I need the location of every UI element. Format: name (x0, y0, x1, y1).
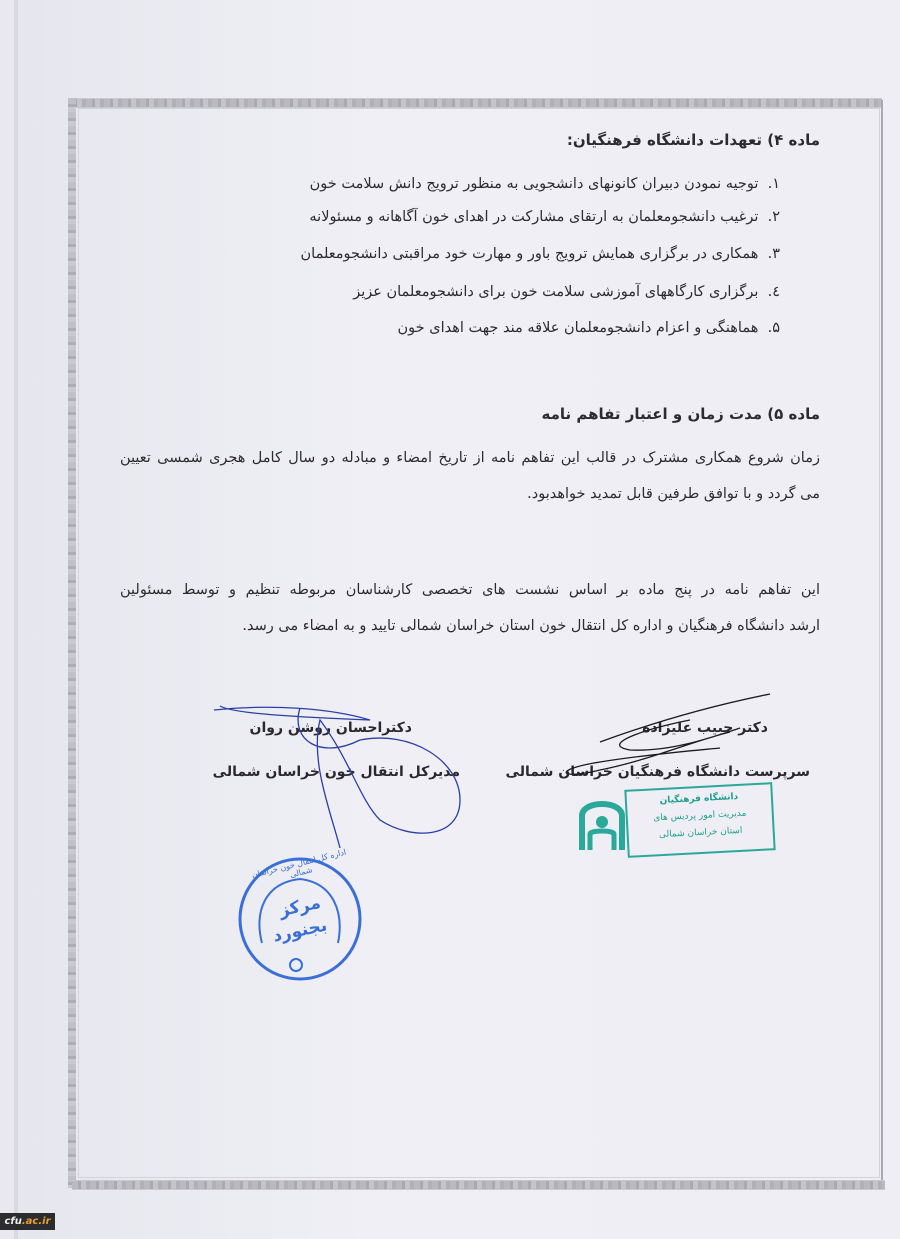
university-stamp (576, 778, 780, 864)
closing-paragraph (120, 572, 820, 644)
right-signatory-name: دکتر حبیب علیزاده (642, 720, 768, 736)
stamp-text-box (624, 782, 775, 858)
left-signatory-name: دکتراحسان روشن روان (249, 720, 412, 736)
item-number: ۱. (767, 176, 780, 192)
item-text: توجیه نمودن دبیران کانونهای دانشجویی به منظور ترویج دانش سلامت خون (309, 176, 759, 192)
decorative-frame-right (881, 100, 883, 1185)
item-number: ٤. (767, 284, 780, 300)
closing-line1: این تفاهم نامه در پنج ماده بر اساس نشست های تخصصی کارشناسان مربوطه تنظیم و توسط مسئولین (120, 582, 820, 598)
decorative-frame-left (68, 98, 76, 1188)
site-watermark (0, 1213, 55, 1230)
stamp-line2: مدیریت امور پردیس های (652, 808, 747, 824)
closing-line2: ارشد دانشگاه فرهنگیان و اداره کل انتقال خون استان خراسان شمالی تایید و به امضاء می رسد. (242, 618, 820, 634)
item-number: ۳. (767, 246, 780, 262)
list-item (140, 209, 780, 225)
item-text: برگزاری کارگاههای آموزشی سلامت خون برای دانشجومعلمان عزیز (353, 284, 759, 300)
article5-line1: زمان شروع همکاری مشترک در قالب این تفاهم نامه از تاریخ امضاء و مبادله دو سال کامل هجری شمسی تعیین (120, 450, 820, 466)
left-signature (210, 700, 470, 850)
article4-heading: ماده ۴) تعهدات دانشگاه فرهنگیان: (566, 131, 820, 149)
list-item (140, 176, 780, 192)
blood-center-stamp (234, 847, 366, 985)
list-item (140, 320, 780, 336)
decorative-frame-bottom (72, 1180, 885, 1190)
watermark-suffix: .ac.ir (21, 1216, 51, 1227)
decorative-frame-top (68, 98, 882, 108)
item-text: هماهنگی و اعزام دانشجومعلمان علاقه مند جهت اهدای خون (397, 320, 759, 336)
left-signatory-title: مدیرکل انتقال خون خراسان شمالی (212, 764, 460, 780)
list-item (140, 246, 780, 262)
item-text: ترغیب دانشجومعلمان به ارتقای مشارکت در اهدای خون آگاهانه و مسئولانه (309, 209, 759, 225)
stamp-line3: استان خراسان شمالی (658, 825, 743, 841)
right-signatory-title: سرپرست دانشگاه فرهنگیان خراسان شمالی (505, 764, 810, 780)
stamp-center-line2: بجنورد (271, 915, 329, 947)
stamp-center-line1: مرکز (277, 892, 323, 922)
item-text: همکاری در برگزاری همایش ترویج باور و مهارت خود مراقبتی دانشجومعلمان (300, 246, 759, 262)
watermark-prefix: cfu (4, 1216, 22, 1227)
stamp-ring-text: اداره کل انتقال خون خراسان شمالی (250, 847, 347, 880)
stamp-line1: دانشگاه فرهنگیان (659, 791, 739, 807)
paper-edge (14, 0, 18, 1239)
right-signature (540, 690, 780, 790)
article5-paragraph (120, 440, 820, 512)
item-number: ۵. (767, 320, 780, 336)
article5-line2: می گردد و با توافق طرفین قابل تمدید خواهدبود. (527, 486, 820, 502)
article5-heading: ماده ۵) مدت زمان و اعتبار تفاهم نامه (541, 405, 820, 423)
university-logo-icon (576, 794, 628, 854)
list-item (140, 284, 780, 300)
item-number: ۲. (767, 209, 780, 225)
